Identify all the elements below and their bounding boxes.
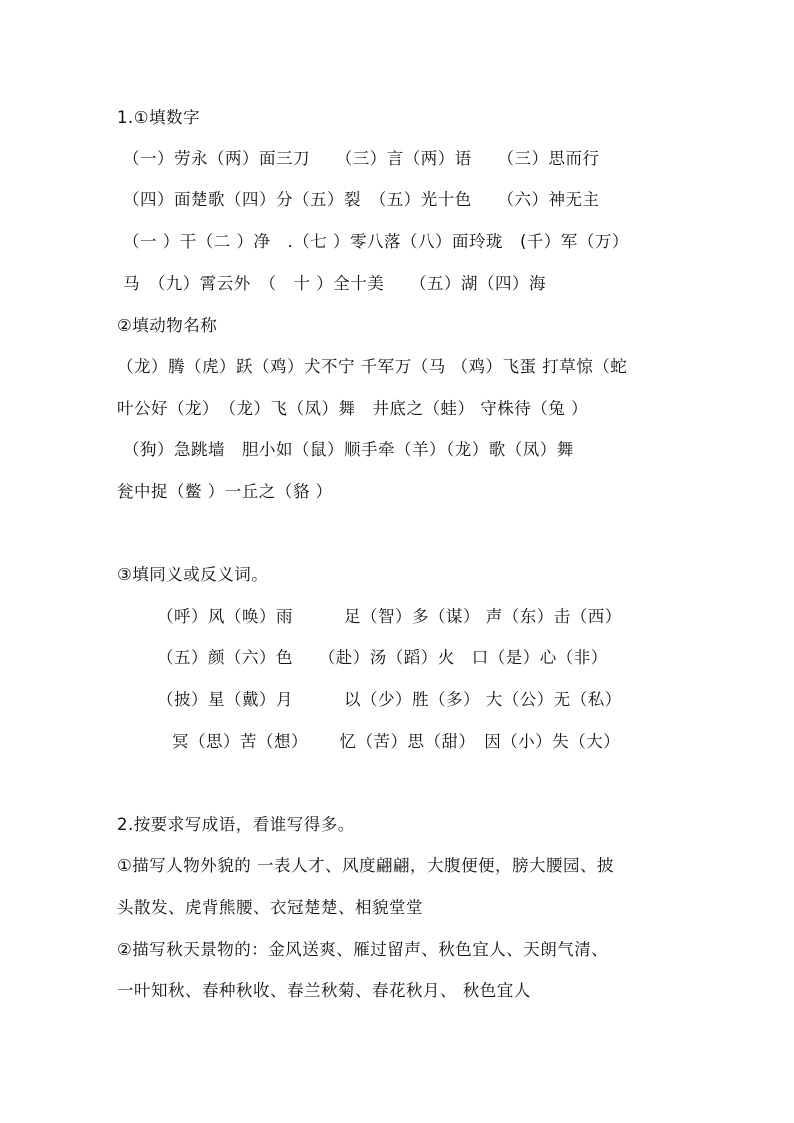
number-line-1: （一）劳永（两）面三刀 （三）言（两）语 （三）思而行 — [123, 149, 600, 168]
synonym-line-2: （五）颜（六）色 （赴）汤（蹈）火 口（是）心（非） — [157, 648, 608, 667]
idiom-line-2: 头散发、虎背熊腰、衣冠楚楚、相貌堂堂 — [117, 898, 423, 917]
synonym-heading: ③填同义或反义词。 — [117, 565, 269, 584]
animal-heading: ②填动物名称 — [117, 316, 218, 335]
section2-title: 2.按要求写成语，看谁写得多。 — [117, 815, 355, 834]
animal-line-2: 叶公好（龙） （龙）飞（凤）舞 井底之（蛙） 守株待（兔 ） — [117, 399, 588, 418]
idiom-line-4: 一叶知秋、春种秋收、春兰秋菊、春花秋月、 秋色宜人 — [117, 981, 531, 1000]
number-line-4: 马 （九）霄云外 （ 十 ）全十美 （五）湖（四）海 — [123, 274, 546, 293]
animal-line-4: 瓮中捉（鳖 ）一丘之（貉 ） — [117, 482, 333, 501]
number-line-3: （一 ）干（二 ）净 .（七 ）零八落（八）面玲珑 (千）军（万） — [123, 232, 629, 251]
synonym-line-3: （披）星（戴）月 以（少）胜（多） 大（公）无（私） — [157, 690, 622, 709]
idiom-line-1: ①描写人物外貌的 一表人才、风度翩翩，大腹便便，膀大腰园、披 — [117, 856, 615, 875]
synonym-line-1: （呼）风（唤）雨 足（智）多（谋） 声（东）击（西） — [157, 607, 622, 626]
number-line-2: （四）面楚歌（四）分（五）裂 （五）光十色 （六）神无主 — [123, 190, 600, 209]
idiom-line-3: ②描写秋天景物的：金风送爽、雁过留声、秋色宜人、天朗气清、 — [117, 940, 609, 959]
synonym-line-4: 冥（思）苦（想） 忆（苦）思（甜） 因（小）失（大） — [172, 732, 621, 751]
animal-line-3: （狗）急跳墙 胆小如（鼠）顺手牵（羊）（龙）歌（凤）舞 — [123, 440, 574, 459]
section1-title: 1.①填数字 — [117, 108, 201, 127]
animal-line-1: （龙）腾（虎）跃（鸡）犬不宁 千军万（马 （鸡）飞蛋 打草惊（蛇 — [117, 357, 628, 376]
